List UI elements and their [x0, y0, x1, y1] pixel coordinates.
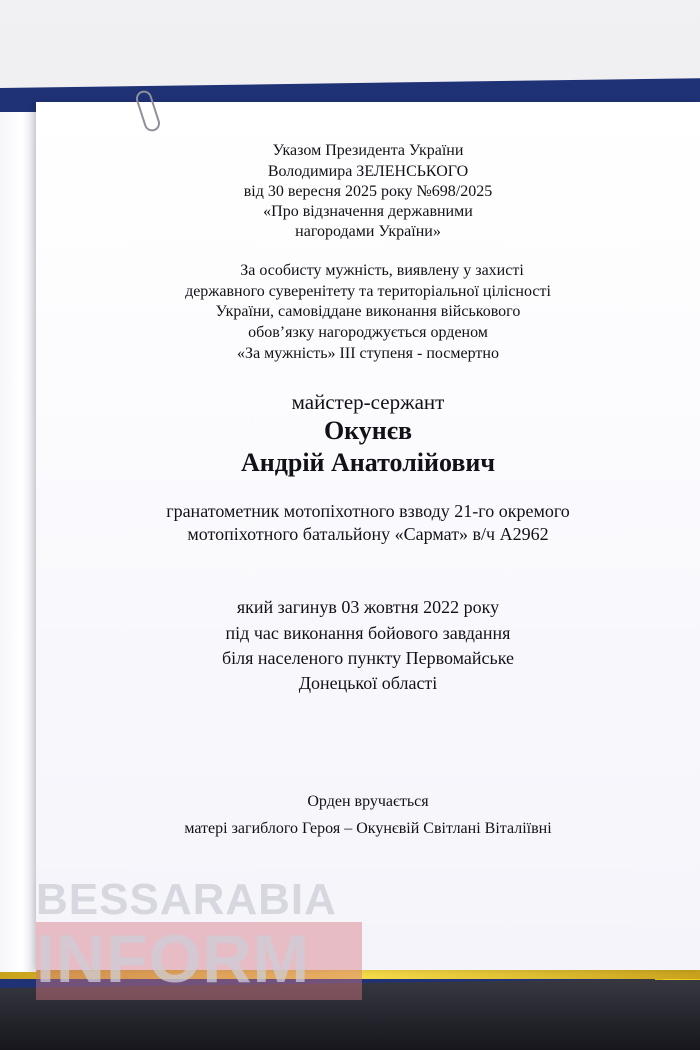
death-line-4: Донецької області — [298, 673, 438, 693]
recipient-surname: Окунєв — [323, 416, 413, 445]
decree-line-5: нагородами України» — [295, 223, 441, 240]
left-page — [0, 112, 37, 972]
citation-line-5: «За мужність» ІІІ ступеня - посмертно — [237, 345, 499, 362]
recipient-rank: майстер-сержант — [291, 390, 445, 414]
decree-line-4: «Про відзначення державними — [263, 203, 473, 220]
position-line-2: мотопіхотного батальйону «Сармат» в/ч А2962 — [187, 524, 549, 544]
position-line-1: гранатометник мотопіхотного взводу 21-го окремого — [166, 501, 570, 521]
decree-line-1: Указом Президента України — [272, 142, 464, 159]
death-line-1: який загинув 03 жовтня 2022 року — [236, 597, 500, 617]
citation-line-3: України, самовіддане виконання військового — [215, 303, 521, 320]
decree-line-2: Володимира ЗЕЛЕНСЬКОГО — [267, 163, 469, 180]
death-line-3: біля населеного пункту Первомайське — [221, 648, 515, 668]
death-line-2: під час виконання бойового завдання — [225, 623, 511, 643]
watermark-inform: INFORM — [36, 921, 311, 997]
citation-line-4: обов’язку нагороджується орденом — [248, 324, 488, 341]
watermark-bessarabia: BESSARABIA — [36, 875, 337, 924]
decree-line-3: від 30 вересня 2025 року №698/2025 — [243, 183, 493, 200]
handover-line-2: матері загиблого Героя – Окунєвій Світлані Віталіївні — [184, 820, 552, 837]
handover-line-1: Орден вручається — [307, 793, 429, 810]
citation-line-2: державного суверенітету та територіальної цілісності — [185, 283, 551, 300]
recipient-given-names: Андрій Анатолійович — [240, 448, 496, 477]
citation-line-1: За особисту мужність, виявлену у захисті — [240, 262, 524, 279]
